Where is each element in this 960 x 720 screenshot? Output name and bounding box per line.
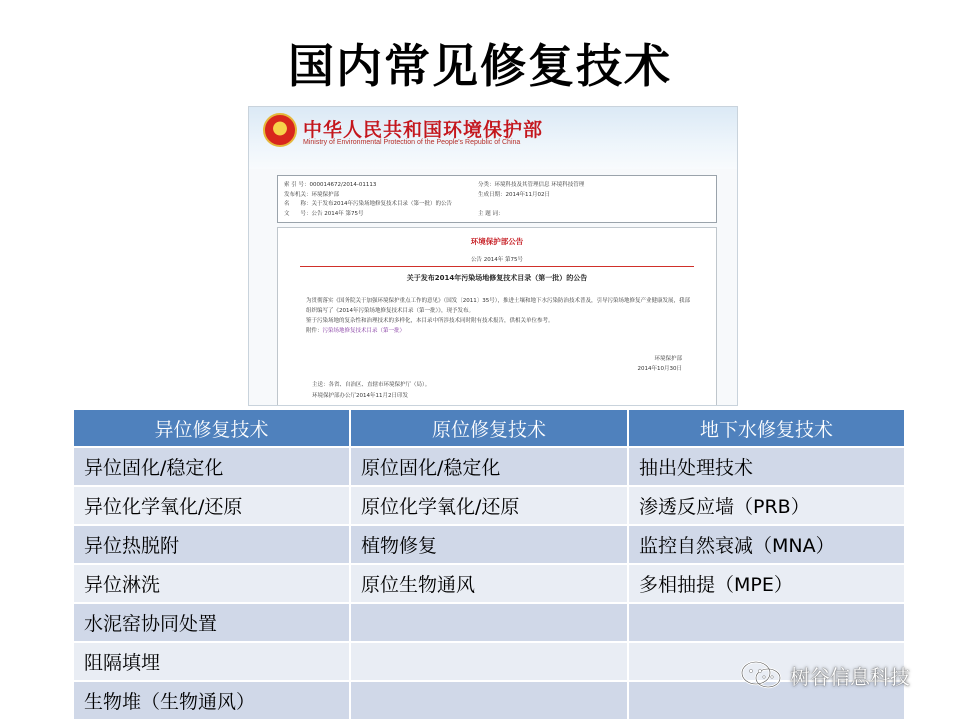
table-cell (350, 603, 628, 642)
document-footer (312, 380, 430, 402)
distribution-line: 主送：各省、自治区、直辖市环境保护厅（局）。 (312, 382, 431, 388)
attachment-label: 附件： (306, 328, 323, 334)
printed-line: 环境保护部办公厅2014年11月2日印发 (312, 393, 408, 399)
announcement-document (277, 227, 717, 406)
meta-label: 生成日期： (478, 191, 506, 198)
table-header-row (73, 409, 905, 447)
attachment-line (306, 326, 694, 336)
table-row (73, 486, 905, 525)
table-row (73, 525, 905, 564)
table-cell: 多相抽提（MPE） (628, 564, 905, 603)
meta-value: 关于发布2014年污染场地修复技术目录（第一批）的公告 (311, 201, 453, 207)
meta-label: 名 称： (284, 201, 312, 207)
table-cell: 原位化学氧化/还原 (350, 486, 628, 525)
announcement-heading: 环境保护部公告 (470, 237, 524, 246)
table-cell: 植物修复 (350, 525, 628, 564)
table-row (73, 564, 905, 603)
table-cell: 阻隔填埋 (73, 642, 350, 681)
table-cell: 异位淋洗 (73, 564, 350, 603)
table-cell (350, 681, 628, 720)
meta-label: 文 号： (284, 210, 312, 217)
announcement-body (306, 296, 694, 336)
watermark (740, 660, 910, 690)
slide-title: 国内常见修复技术 (288, 39, 672, 93)
table-cell: 异位热脱附 (73, 525, 350, 564)
wechat-icon (740, 660, 784, 690)
body-paragraph: 鉴于污染场地的复杂性和治理技术的多样化，本目录中所涉技术同时附有技术报告，供相关单位参考。 (306, 318, 554, 324)
body-paragraph: 为贯彻落实《国务院关于加强环境保护重点工作的意见》（国发〔2011〕35号），推进土壤和地下水污染防治技术普及，引导污染场地修复产业健康发展，我部组织编写了《2014年污染场地修复技术目录（第一批）》，现予发布。 (306, 298, 691, 314)
header-ex-situ: 异位修复技术 (73, 409, 350, 447)
meta-value: 公告 2014年 第75号 (311, 210, 364, 217)
document-metadata (277, 175, 717, 223)
ministry-header (249, 107, 737, 169)
signature-org: 环境保护部 (654, 356, 682, 362)
announcement-screenshot (248, 106, 738, 406)
meta-label: 发布机关： (284, 191, 312, 198)
meta-label: 索 引 号： (284, 182, 310, 188)
table-cell: 异位固化/稳定化 (73, 447, 350, 486)
red-divider (300, 266, 694, 267)
meta-value: 环境科技及其管理信息 环境科技管理 (494, 182, 585, 188)
table-cell: 监控自然衰减（MNA） (628, 525, 905, 564)
table-row (73, 603, 905, 642)
attachment-link[interactable]: 污染场地修复技术目录（第一批） (322, 328, 406, 334)
signature-block (638, 354, 683, 374)
ministry-name-cn: 中华人民共和国环境保护部 (303, 119, 544, 141)
meta-value: 2014年11月02日 (505, 191, 551, 198)
announcement-number: 公告 2014年 第75号 (471, 257, 523, 263)
header-in-situ: 原位修复技术 (350, 409, 628, 447)
meta-label: 主 题 词： (478, 210, 504, 217)
meta-label: 分类： (478, 182, 495, 188)
announcement-title: 关于发布2014年污染场地修复技术目录（第一批）的公告 (406, 274, 588, 282)
table-cell: 原位固化/稳定化 (350, 447, 628, 486)
meta-value: 环境保护部 (311, 191, 340, 198)
table-cell: 异位化学氧化/还原 (73, 486, 350, 525)
national-emblem-icon (263, 113, 297, 147)
table-cell (628, 603, 905, 642)
table-cell: 渗透反应墙（PRB） (628, 486, 905, 525)
table-row (73, 447, 905, 486)
watermark-text: 树谷信息科技 (790, 664, 910, 689)
ministry-name-en: Ministry of Environmental Protection of the People's Republic of China (303, 139, 521, 146)
table-cell (350, 642, 628, 681)
table-cell: 水泥窑协同处置 (73, 603, 350, 642)
header-groundwater: 地下水修复技术 (628, 409, 905, 447)
table-cell: 抽出处理技术 (628, 447, 905, 486)
table-cell: 生物堆（生物通风） (73, 681, 350, 720)
table-cell: 原位生物通风 (350, 564, 628, 603)
signature-date: 2014年10月30日 (637, 366, 682, 372)
meta-value: 000014672/2014-01113 (309, 182, 377, 188)
